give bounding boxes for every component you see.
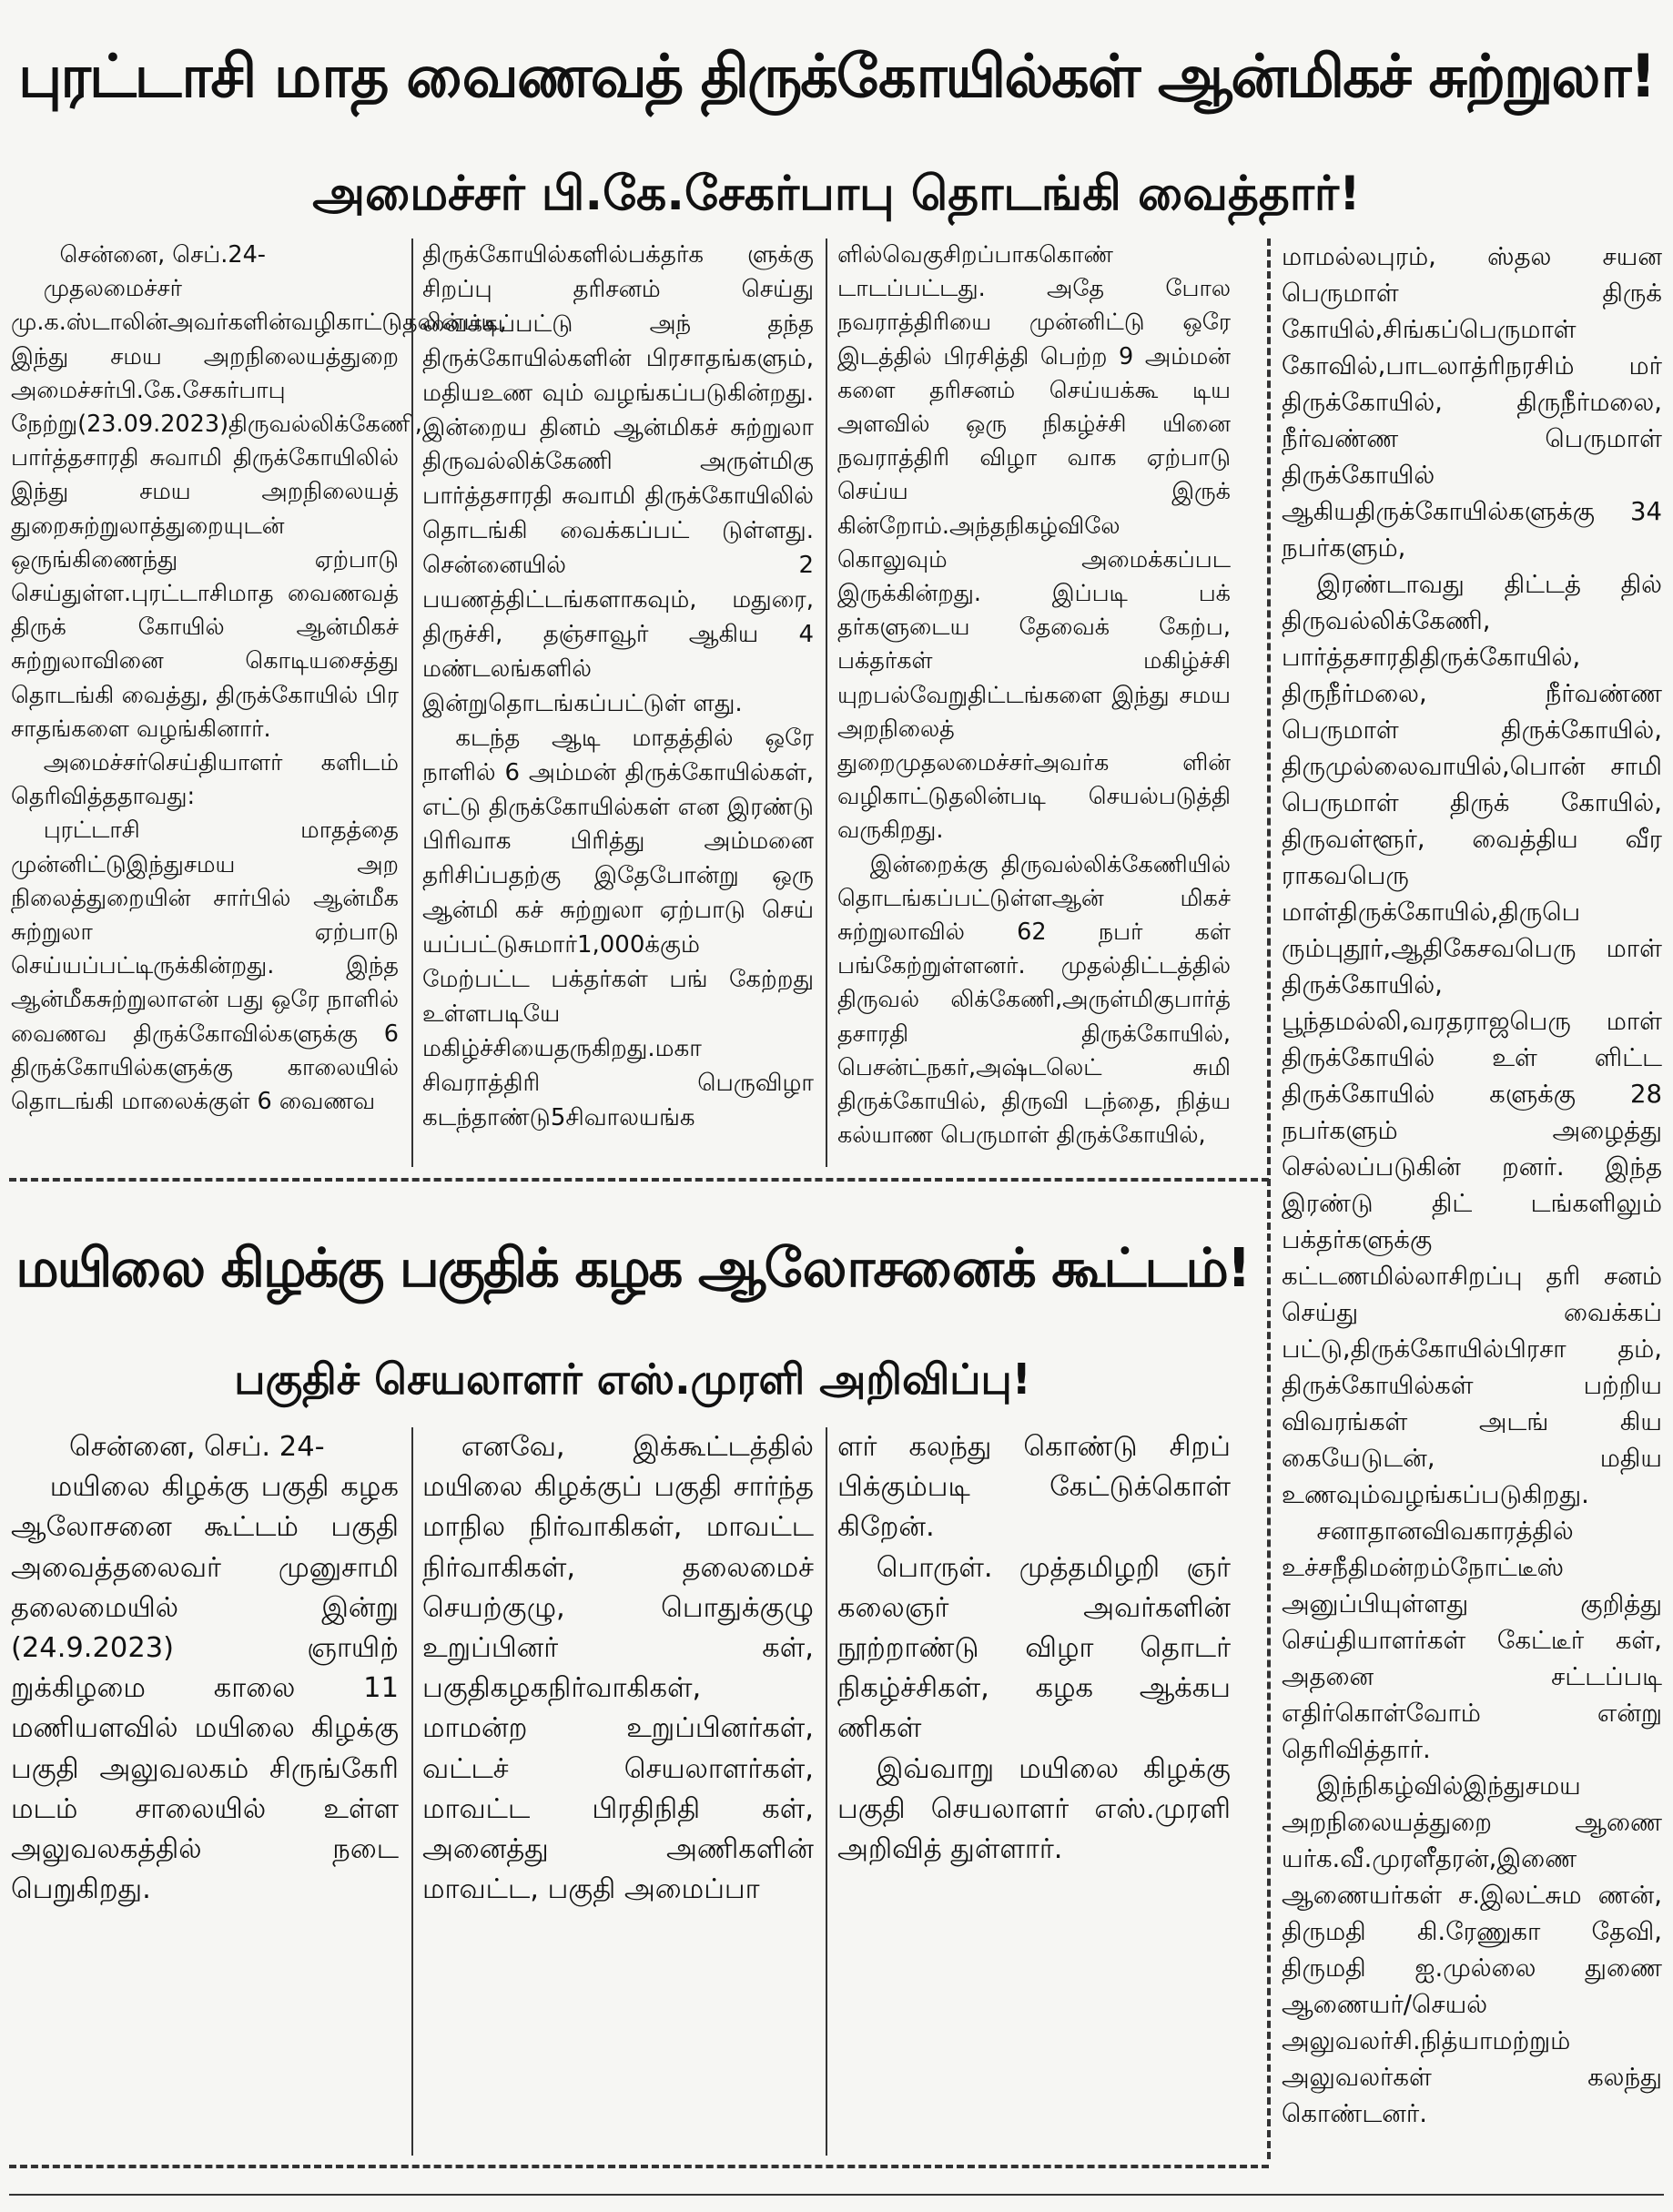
paragraph: சனாதானவிவகாரத்தில் உச்சநீதிமன்றம்நோட்டீஸ் அனுப்பியுள்ளது குறித்து செய்தியாளர்கள் கேட்டீர் கள், அதனை சட்டப்படி எதிர்கொள்வோம் என்று தெரிவித்தார். — [1282, 1517, 1662, 1764]
dateline: சென்னை, செப்.24- — [59, 241, 267, 269]
paragraph: மாமல்லபுரம், ஸ்தல சயன பெருமாள் திருக் கோயில்,சிங்கப்பெருமாள் கோவில்,பாடலாத்ரிநரசிம் மர் திருக்கோயில், திருநீர்மலை, நீர்வண்ண பெருமாள் திருக்கோயில் ஆகியதிருக்கோயில்களுக்கு 34 நபர்களும், — [1282, 242, 1662, 563]
paragraph: கடந்த ஆடி மாதத்தில் ஒரே நாளில் 6 அம்மன் திருக்கோயில்கள், எட்டு திருக்கோயில்கள் என இரண்டு பிரிவாக பிரித்து அம்மனை தரிசிப்பதற்கு இதேபோன்று ஒரு ஆன்மி கச் சுற்றுலா ஏற்பாடு செய் யப்பட்டுசுமார்1,000க்கும் மேற்பட்ட பக்தர்கள் பங் கேற்றது உள்ளபடியே மகிழ்ச்சியைதருகிறது.மகா சிவராத்திரி பெருவிழா கடந்தாண்டு5சிவாலயங்க — [422, 724, 814, 1131]
paragraph: மயிலை கிழக்கு பகுதி கழக ஆலோசனை கூட்டம் பகுதி அவைத்தலைவர் முனுசாமி தலைமையில் இன்று (24.9.2023) ஞாயிற் றுக்கிழமை காலை 11 மணியளவில் மயிலை கிழக்கு பகுதி அலுவலகம் சிருங்கேரி மடம் சாலையில் உள்ள அலுவலகத்தில் நடை பெறுகிறது. — [11, 1471, 399, 1906]
paragraph: இன்றைக்கு திருவல்லிக்கேணியில் தொடங்கப்பட்டுள்ளஆன் மிகச் சுற்றுலாவில் 62 நபர் கள் பங்கேற்றுள்ளனர். முதல்திட்டத்தில் திருவல் லிக்கேணி,அருள்மிகுபார்த் தசாரதி திருக்கோயில், பெசன்ட்நகர்,அஷ்டலெட் சுமி திருக்கோயில், திருவி டந்தை, நித்ய கல்யாண பெருமாள் திருக்கோயில், — [837, 850, 1231, 1150]
paragraph: பொருள். முத்தமிழறி ஞர் கலைஞர் அவர்களின் நூற்றாண்டு விழா தொடர் நிகழ்ச்சிகள், கழக ஆக்கப ணிகள் — [837, 1551, 1231, 1745]
article2-column-1 — [11, 1427, 399, 2156]
section-divider — [1267, 238, 1271, 2159]
article-subheadline: அமைச்சர் பி.கே.சேகர்பாபு தொடங்கி வைத்தார்! — [312, 167, 1361, 221]
paragraph: முதலமைச்சர் மு.க.ஸ்டாலின்அவர்களின்வழிகாட்டுதலின்படி, இந்து சமய அறநிலையத்துறை அமைச்சர்பி.கே.சேகர்பாபு நேற்று(23.09.2023)திருவல்லிக்கேணி, பார்த்தசாரதி சுவாமி திருக்கோயிலில் இந்து சமய அறநிலையத் துறைசுற்றுலாத்துறையுடன் ஒருங்கிணைந்து ஏற்பாடு செய்துள்ள.புரட்டாசிமாத வைணவத் திருக் கோயில் ஆன்மிகச் சுற்றுலாவினை கொடியசைத்து தொடங்கி வைத்து, திருக்கோயில் பிர சாதங்களை வழங்கினார். — [11, 275, 507, 743]
paragraph: அமைச்சர்செய்தியாளர் களிடம் தெரிவித்ததாவது: — [11, 749, 399, 811]
page-rule — [9, 2194, 1664, 2196]
paragraph: இரண்டாவது திட்டத் தில் திருவல்லிக்கேணி, பார்த்தசாரதிதிருக்கோயில், திருநீர்மலை, நீர்வண்ண பெருமாள் திருக்கோயில், திருமுல்லைவாயில்,பொன் சாமி பெருமாள் திருக் கோயில், திருவள்ளூர், வைத்திய வீர ராகவபெரு மாள்திருக்கோயில்,திருபெ ரும்புதூர்,ஆதிகேசவபெரு மாள் திருக்கோயில், பூந்தமல்லி,வரதராஜபெரு மாள் திருக்கோயில் உள் ளிட்ட திருக்கோயில் களுக்கு 28 நபர்களும் அழைத்து செல்லப்படுகின் றனர். இந்த இரண்டு திட் டங்களிலும் பக்தர்களுக்கு கட்டணமில்லாசிறப்பு தரி சனம் செய்து வைக்கப் பட்டு,திருக்கோயில்பிரசா தம், திருக்கோயில்கள் பற்றிய விவரங்கள் அடங் கிய கையேடுடன், மதிய உணவும்வழங்கப்படுகிறது. — [1282, 570, 1662, 1509]
paragraph: எனவே, இக்கூட்டத்தில் மயிலை கிழக்குப் பகுதி சார்ந்த மாநில நிர்வாகிகள், மாவட்ட நிர்வாகிகள், தலைமைச் செயற்குழு, பொதுக்குழு உறுப்பினர் கள், பகுதிகழகநிர்வாகிகள், மாமன்ற உறுப்பினர்கள், வட்டச் செயலாளர்கள், மாவட்ட பிரதிநிதி கள், அனைத்து அணிகளின் மாவட்ட, பகுதி அமைப்பா — [422, 1431, 814, 1906]
article2-column-3 — [837, 1427, 1231, 2156]
article2-subheadline: பகுதிச் செயலாளர் எஸ்.முரளி அறிவிப்பு! — [234, 1355, 1031, 1404]
article-headline: புரட்டாசி மாத வைணவத் திருக்கோயில்கள் ஆன்மிகச் சுற்றுலா! — [18, 43, 1655, 111]
paragraph: இந்நிகழ்வில்இந்துசமய அறநிலையத்துறை ஆணை யர்க.வீ.முரளீதரன்,இணை ஆணையர்கள் ச.இலட்சும ணன், திருமதி கி.ரேணுகா தேவி, திருமதி ஐ.முல்லை துணை ஆணையர்/செயல் அலுவலர்சி.நித்யாமற்றும் அலுவலர்கள் கலந்து கொண்டனர். — [1282, 1771, 1662, 2128]
article2-column-2 — [422, 1427, 814, 2156]
article2-headline: மயிலை கிழக்கு பகுதிக் கழக ஆலோசனைக் கூட்டம்! — [15, 1236, 1250, 1299]
section-divider — [9, 2165, 1269, 2168]
column-rule — [411, 238, 413, 1167]
column-rule — [826, 1427, 827, 2156]
section-divider — [9, 1178, 1269, 1182]
article1-column-1 — [11, 238, 507, 1167]
paragraph: ளர் கலந்து கொண்டு சிறப் பிக்கும்படி கேட்டுக்கொள் கிறேன். — [837, 1431, 1231, 1544]
paragraph: ளில்வெகுசிறப்பாககொண் டாடப்பட்டது. அதே போல நவராத்திரியை முன்னிட்டு ஒரே இடத்தில் பிரசித்தி பெற்ற 9 அம்மன் களை தரிசனம் செய்யக்கூ டிய அளவில் ஒரு நிகழ்ச்சி யினை நவராத்திரி விழா வாக ஏற்பாடு செய்ய இருக் கின்றோம்.அந்தநிகழ்விலே கொலுவும் அமைக்கப்பட இருக்கின்றது. இப்படி பக் தர்களுடைய தேவைக் கேற்ப, பக்தர்கள் மகிழ்ச்சி யுறபல்வேறுதிட்டங்களை இந்து சமய அறநிலைத் துறைமுதலமைச்சர்அவர்க ளின் வழிகாட்டுதலின்படி செயல்படுத்தி வருகிறது. — [837, 241, 1231, 845]
paragraph: புரட்டாசி மாதத்தை முன்னிட்டுஇந்துசமய அற நிலைத்துறையின் சார்பில் ஆன்மீக சுற்றுலா ஏற்பாடு செய்யப்பட்டிருக்கின்றது. இந்த ஆன்மீகசுற்றுலாஎன் பது ஒரே நாளில் வைணவ திருக்கோவில்களுக்கு 6 திருக்கோயில்களுக்கு காலையில் தொடங்கி மாலைக்குள் 6 வைணவ — [11, 817, 399, 1116]
dateline: சென்னை, செப். 24- — [69, 1431, 325, 1463]
paragraph: இவ்வாறு மயிலை கிழக்கு பகுதி செயலாளர் எஸ்.முரளி அறிவித் துள்ளார். — [837, 1752, 1231, 1866]
article1-column-4 — [1282, 238, 1662, 2159]
column-rule — [826, 238, 827, 1167]
article1-column-3 — [837, 238, 1231, 1167]
paragraph: திருக்கோயில்களில்பக்தர்க ளுக்கு சிறப்பு தரிசனம் செய்து வைக்கப்பட்டு அந் தந்த திருக்கோயில்களின் பிரசாதங்களும், மதியஉண வும் வழங்கப்படுகின்றது. இன்றைய தினம் ஆன்மிகச் சுற்றுலா திருவல்லிக்கேணி அருள்மிகு பார்த்தசாரதி சுவாமி திருக்கோயிலில் தொடங்கி வைக்கப்பட் டுள்ளது. சென்னையில் 2 பயணத்திட்டங்களாகவும், மதுரை, திருச்சி, தஞ்சாவூர் ஆகிய 4 மண்டலங்களில் இன்றுதொடங்கப்பட்டுள் ளது. — [422, 241, 814, 717]
article1-column-2 — [422, 238, 814, 1167]
column-rule — [411, 1427, 413, 2156]
